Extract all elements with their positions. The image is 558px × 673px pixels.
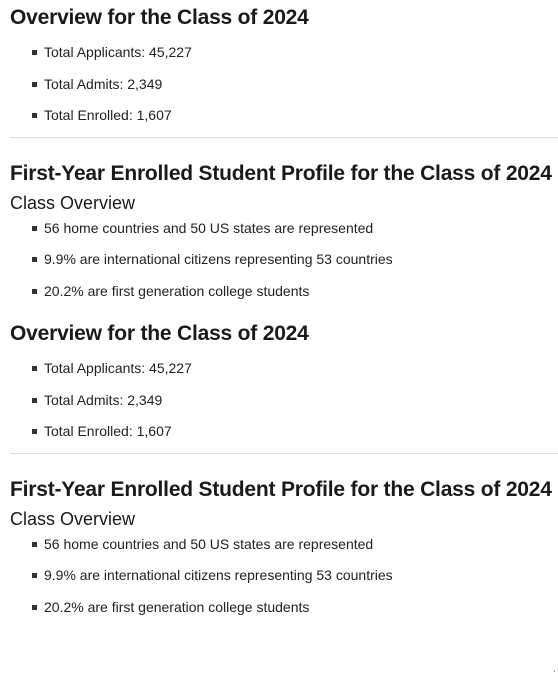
list-item [10,421,558,453]
list-item-text: Total Admits: 2,349 [44,75,163,92]
profile-list [10,534,558,629]
list-item [10,42,558,74]
list-item-text: 20.2% are first generation college students [44,598,310,615]
profile-subheading: Class Overview [10,508,136,529]
list-item [10,390,558,422]
profile-heading: First-Year Enrolled Student Profile for the Class of 2024 [10,477,552,501]
list-item [10,281,558,313]
square-bullet-icon [32,82,37,87]
list-item-text: 9.9% are international citizens representing 53 countries [44,251,393,267]
list-item [10,597,558,629]
overview-heading: Overview for the Class of 2024 [10,322,309,345]
list-item [10,74,558,106]
section-divider [10,453,558,454]
list-item-text: 9.9% are international citizens representing 53 countries [44,567,393,583]
section-divider [10,137,558,138]
list-item [10,105,558,137]
square-bullet-icon [32,542,37,547]
square-bullet-icon [32,50,37,55]
square-bullet-icon [32,113,37,118]
overview-section-2 [10,316,558,453]
square-bullet-icon [32,429,37,434]
square-bullet-icon [32,366,37,371]
square-bullet-icon [32,257,37,262]
list-item-text: Total Enrolled: 1,607 [44,107,172,123]
list-item [10,218,558,250]
list-item [10,534,558,566]
list-item-text: 56 home countries and 50 US states are represented [44,219,374,236]
list-item [10,358,558,390]
list-item-text: Total Applicants: 45,227 [44,360,192,376]
list-item-text: Total Applicants: 45,227 [44,44,192,60]
overview-list [10,42,558,137]
list-item-text: 20.2% are first generation college students [44,282,310,299]
profile-subheading: Class Overview [10,192,136,213]
list-item [10,565,558,597]
list-item-text: Total Admits: 2,349 [44,391,163,408]
square-bullet-icon [32,289,37,294]
overview-section-1 [10,0,558,137]
profile-section-2 [10,475,558,629]
square-bullet-icon [32,398,37,403]
square-bullet-icon [32,226,37,231]
square-bullet-icon [32,605,37,610]
overview-list [10,358,558,453]
profile-heading: First-Year Enrolled Student Profile for the Class of 2024 [10,161,552,185]
list-item-text: 56 home countries and 50 US states are represented [44,535,374,552]
profile-list [10,218,558,313]
page-content [10,0,558,628]
list-item-text: Total Enrolled: 1,607 [44,423,172,439]
list-item [10,249,558,281]
overview-heading: Overview for the Class of 2024 [10,6,309,29]
square-bullet-icon [32,573,37,578]
corner-mark: ˌ [552,662,556,673]
profile-section-1 [10,159,558,313]
